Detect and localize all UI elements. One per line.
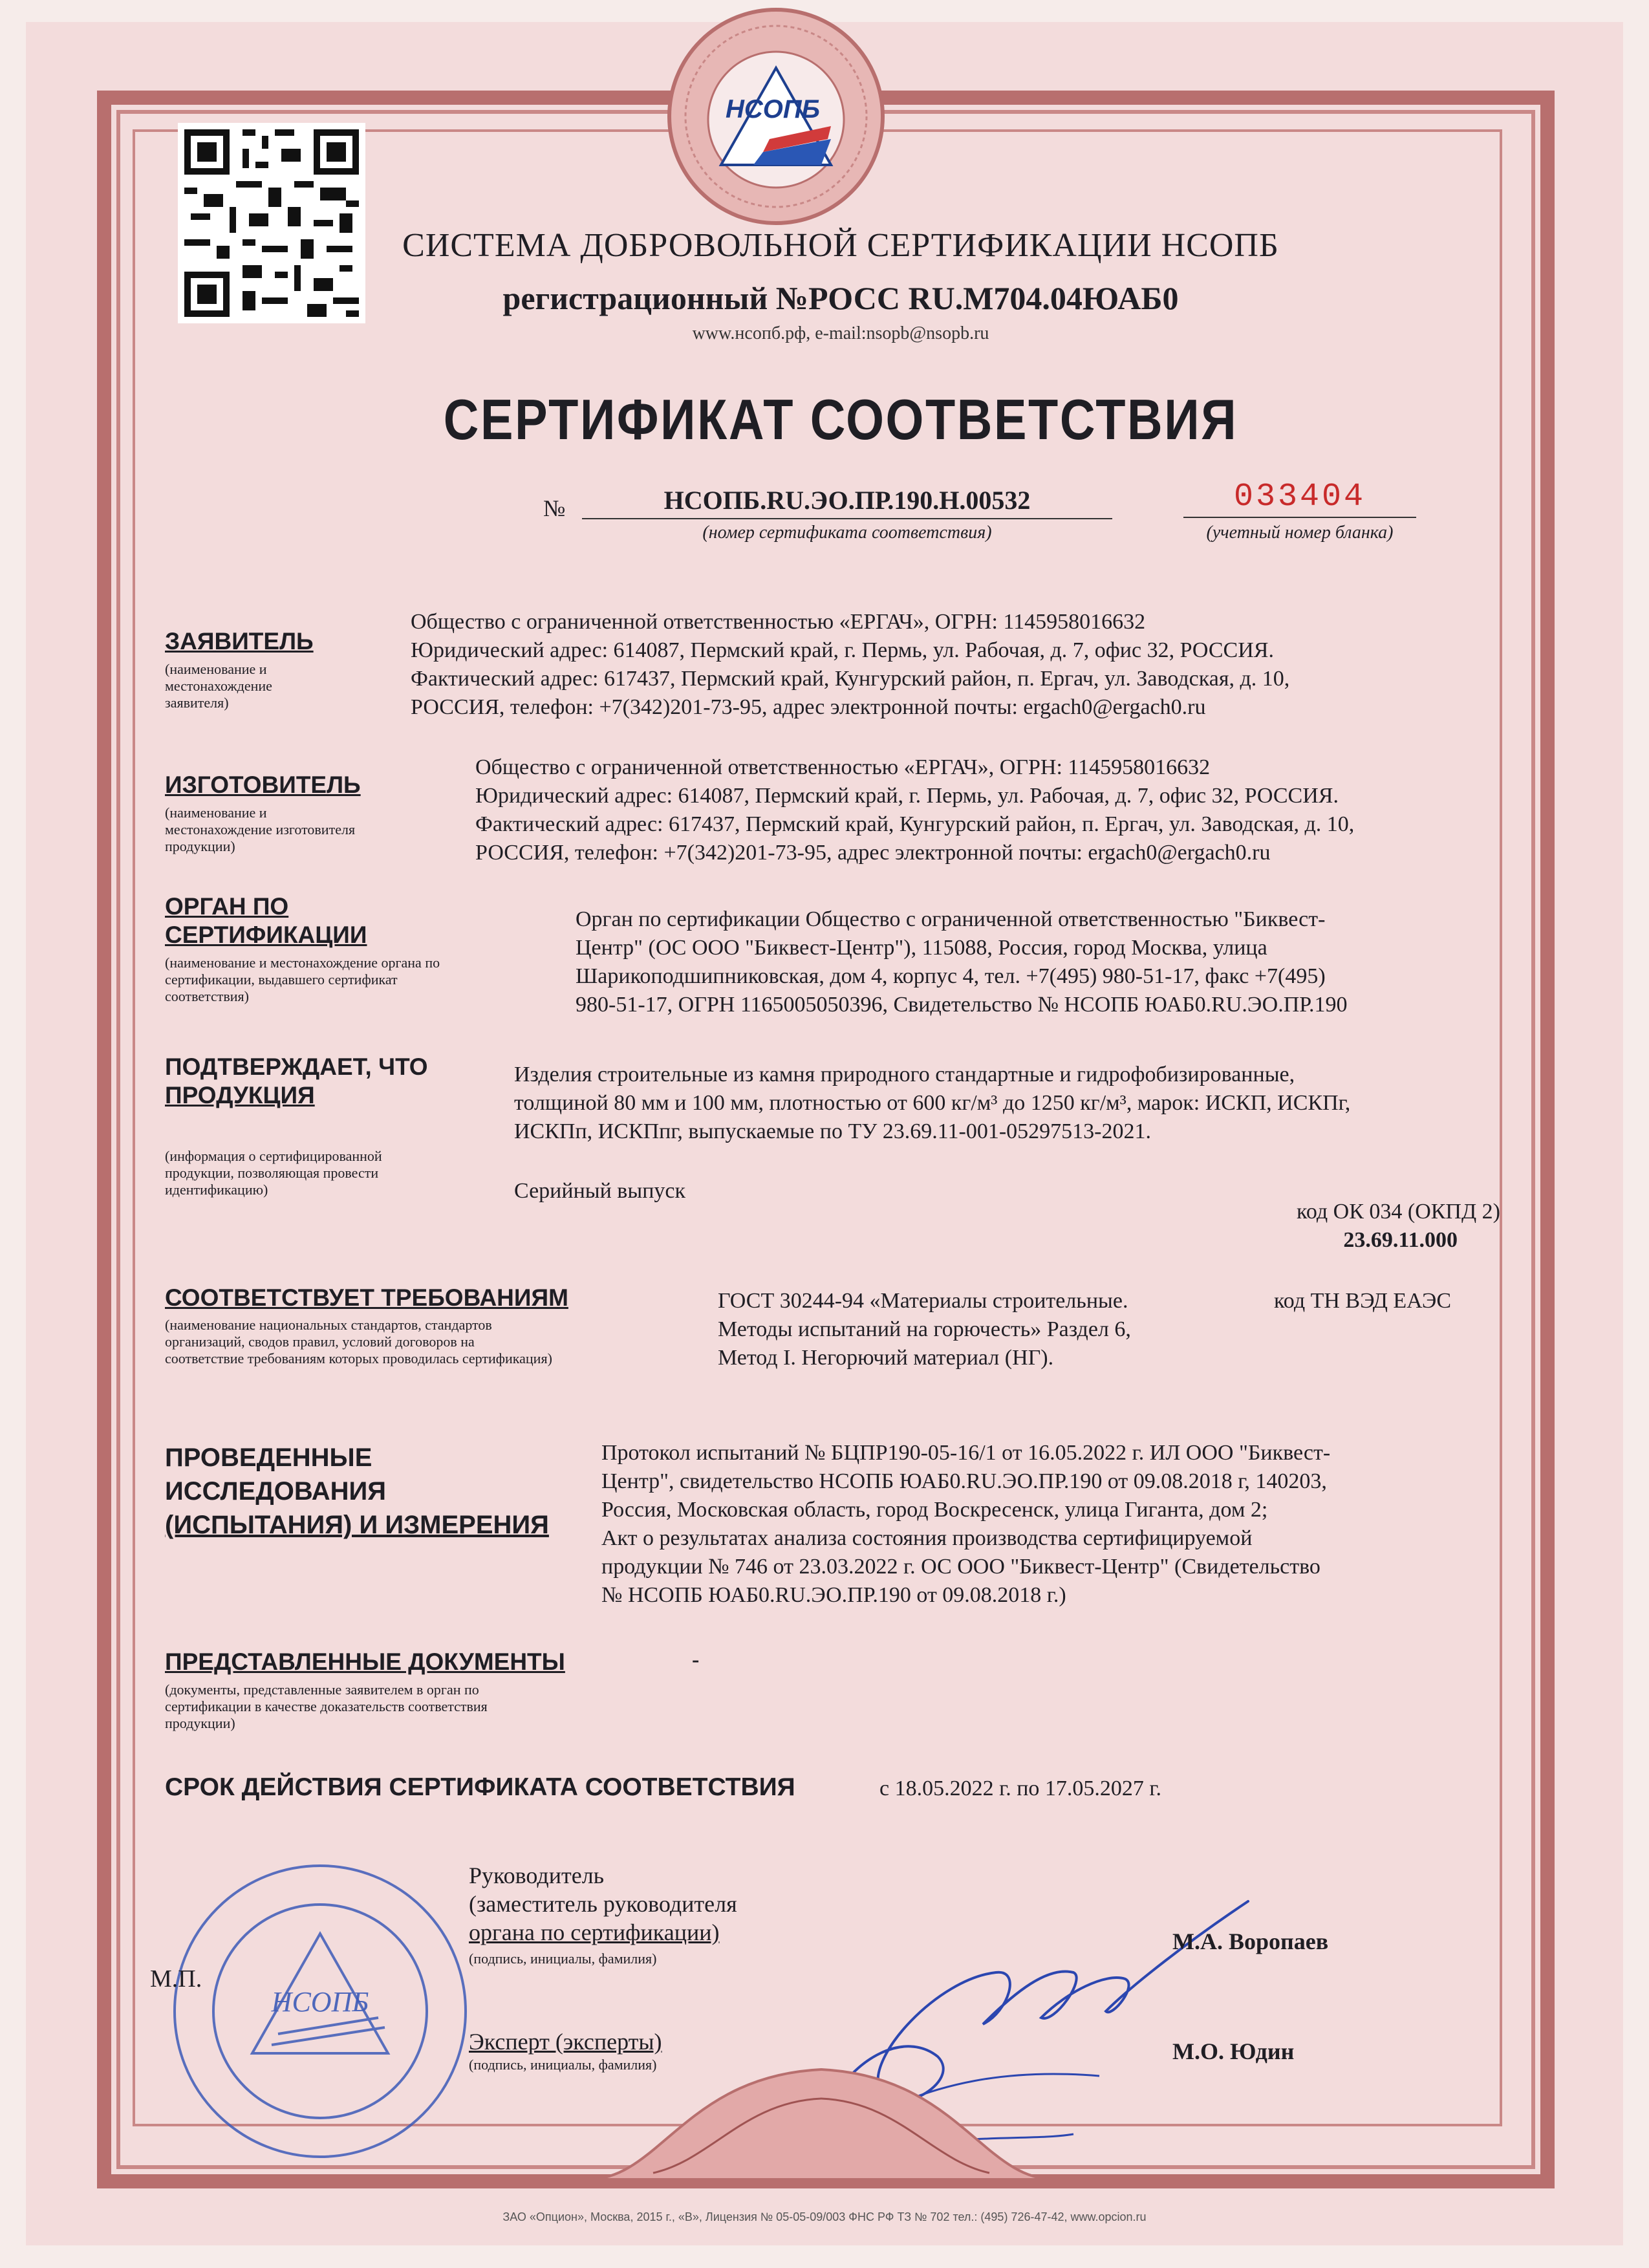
emblem-text: НСОПБ: [726, 95, 820, 124]
requirements-text: ГОСТ 30244-94 «Материалы строительные. Методы испытаний на горючесть» Раздел 6, Метод I. Негорючий материал (НГ).: [718, 1289, 1131, 1370]
certificate-number-caption: (номер сертификата соответствия): [702, 523, 992, 543]
applicant-sublabel: (наименование и местонахождение заявителя): [165, 661, 272, 711]
manufacturer-text: Общество с ограниченной ответственностью «ЕРГАЧ», ОГРН: 1145958016632 Юридический адрес: 614087, Пермский край, г. Пермь, ул. Рабочая, д. 7, офис 32, РОССИЯ. Фактический адрес: 617437, Пермский край, Кунгурский район, п. Ергач, ул. Заводская, д. 10, РОССИЯ, телефон: +7(342)201-73-95, адрес электронной почты: ergach0@ergach0.ru: [475, 755, 1355, 865]
bottom-ornament: [582, 2050, 1061, 2186]
product-label: ПОДТВЕРЖДАЕТ, ЧТО ПРОДУКЦИЯ: [165, 1053, 428, 1108]
seal-place: М.П.: [150, 1965, 202, 1993]
head-title: Руководитель (заместитель руководителя органа по сертификации): [469, 1863, 737, 1945]
product-sublabel: (информация о сертифицированной продукции, позволяющая провести идентификацию): [165, 1148, 382, 1198]
manufacturer-sublabel: (наименование и местонахождение изготовителя продукции): [165, 805, 356, 854]
validity-label: СРОК ДЕЙСТВИЯ СЕРТИФИКАТА СООТВЕТСТВИЯ: [165, 1773, 795, 1801]
contact-line: www.нсопб.рф, e-mail:nsopb@nsopb.ru: [692, 323, 989, 343]
blank-number: 033404: [1183, 479, 1416, 518]
expert-name: М.О. Юдин: [1172, 2038, 1295, 2064]
documents-value: -: [692, 1648, 700, 1672]
expert-caption: (подпись, инициалы, фамилия): [469, 2057, 657, 2073]
printer-info: ЗАО «Опцион», Москва, 2015 г., «В», Лицензия № 05-05-09/003 ФНС РФ ТЗ № 702 тел.: (495) 726-47-42, www.opcion.ru: [502, 2210, 1147, 2223]
cert-body-text: Орган по сертификации Общество с ограниченной ответственностью "Биквест- Центр" (ОС ООО "Биквест-Центр"), 115088, Россия, город Москва, улица Шарикоподшипниковская, дом 4, корпус 4, тел. +7(495) 980-51-17, факс +7(495) 980-51-17, ОГРН 1165005050396, Свидетельство № НСОПБ ЮАБ0.RU.ЭО.ПР.190: [576, 907, 1348, 1017]
product-text: Изделия строительные из камня природного стандартные и гидрофобизированные, толщиной 80 мм и 100 мм, плотностью от 600 кг/м³ до 1250 кг/м³, марок: ИСКП, ИСКПг, ИСКПп, ИСКПпг, выпускаемые по ТУ 23.69.11-001-05297513-2021.: [514, 1063, 1351, 1143]
document-title: СЕРТИФИКАТ СООТВЕТСТВИЯ: [443, 387, 1238, 451]
applicant-label: ЗАЯВИТЕЛЬ: [165, 628, 314, 654]
nsopb-emblem: [666, 6, 886, 226]
expert-label: Эксперт (эксперты): [469, 2029, 662, 2055]
blank-number-caption: (учетный номер бланка): [1206, 523, 1394, 543]
cert-body-sublabel: (наименование и местонахождение органа по сертификации, выдавшего сертификат соответствия): [165, 955, 440, 1004]
organization-stamp: [165, 1856, 475, 2166]
number-sign: №: [543, 495, 566, 521]
system-name: СИСТЕМА ДОБРОВОЛЬНОЙ СЕРТИФИКАЦИИ НСОПБ: [402, 227, 1279, 264]
documents-label: ПРЕДСТАВЛЕННЫЕ ДОКУМЕНТЫ: [165, 1648, 565, 1675]
tests-label: ПРОВЕДЕННЫЕ ИССЛЕДОВАНИЯ (ИСПЫТАНИЯ) И ИЗМЕРЕНИЯ: [165, 1443, 549, 1539]
head-caption: (подпись, инициалы, фамилия): [469, 1950, 657, 1967]
head-name: М.А. Воропаев: [1172, 1928, 1329, 1954]
tests-text: Протокол испытаний № БЦПР190-05-16/1 от 16.05.2022 г. ИЛ ООО "Биквест- Центр", свидетельство НСОПБ ЮАБ0.RU.ЭО.ПР.190 от 09.08.2018 г, 140203, Россия, Московская область, город Воскресенск, улица Гиганта, дом 2; Акт о результатах анализа состояния производства сертифицируемой продукции № 746 от 23.03.2022 г. ОС ООО "Биквест-Центр" (Свидетельство № НСОПБ ЮАБ0.RU.ЭО.ПР.190 от 09.08.2018 г.): [601, 1441, 1331, 1607]
stamp-text: НСОПБ: [271, 1986, 369, 2018]
okpd-code: 23.69.11.000: [1343, 1228, 1458, 1252]
tnved-code-label: код ТН ВЭД ЕАЭС: [1274, 1289, 1451, 1313]
okpd-code-label: код ОК 034 (ОКПД 2): [1297, 1200, 1500, 1224]
certificate-number: НСОПБ.RU.ЭО.ПР.190.Н.00532: [582, 485, 1112, 519]
registration-number: регистрационный №РОСС RU.М704.04ЮАБ0: [502, 280, 1179, 316]
requirements-label: СООТВЕТСТВУЕТ ТРЕБОВАНИЯМ: [165, 1284, 568, 1311]
requirements-sublabel: (наименование национальных стандартов, стандартов организаций, сводов правил, условий договоров на соответствие требованиям которых проводилась сертификация): [165, 1317, 552, 1366]
applicant-text: Общество с ограниченной ответственностью «ЕРГАЧ», ОГРН: 1145958016632 Юридический адрес: 614087, Пермский край, г. Пермь, ул. Рабочая, д. 7, офис 32, РОССИЯ. Фактический адрес: 617437, Пермский край, Кунгурский район, п. Ергач, ул. Заводская, д. 10, РОССИЯ, телефон: +7(342)201-73-95, адрес электронной почты: ergach0@ergach0.ru: [411, 610, 1290, 719]
documents-sublabel: (документы, представленные заявителем в орган по сертификации в качестве доказательств соответствия продукции): [165, 1681, 488, 1731]
manufacturer-label: ИЗГОТОВИТЕЛЬ: [165, 772, 361, 798]
cert-body-label: ОРГАН ПО СЕРТИФИКАЦИИ: [165, 893, 367, 948]
validity-value: с 18.05.2022 г. по 17.05.2027 г.: [879, 1777, 1162, 1800]
serial-production: Серийный выпуск: [514, 1179, 686, 1203]
